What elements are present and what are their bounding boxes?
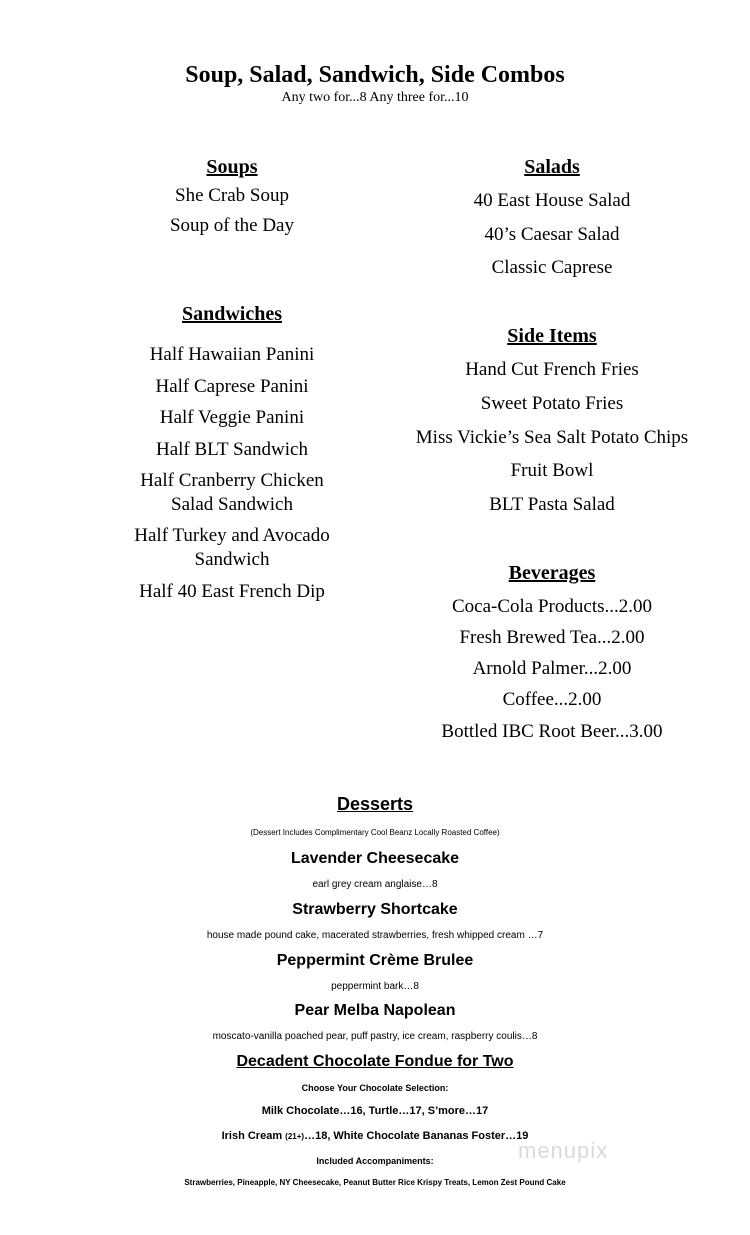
fondue-choose-label: Choose Your Chocolate Selection: — [301, 1083, 449, 1093]
desserts-note: (Dessert Includes Complimentary Cool Beanz Locally Roasted Coffee) — [250, 828, 500, 837]
soup-item: Soup of the Day — [169, 215, 294, 236]
sandwich-item: Half Caprese Panini — [155, 376, 309, 397]
desserts-heading: Desserts — [336, 794, 414, 814]
side-item: BLT Pasta Salad — [489, 494, 615, 515]
salad-item: 40 East House Salad — [473, 190, 631, 211]
side-item: Hand Cut French Fries — [465, 359, 639, 380]
side-item: Sweet Potato Fries — [480, 393, 624, 414]
dessert-description: earl grey cream anglaise…8 — [312, 879, 438, 890]
left-column — [100, 0, 364, 700]
soup-item: She Crab Soup — [175, 185, 289, 206]
fondue-included-label: Included Accompaniments: — [316, 1156, 434, 1166]
salad-item: 40’s Caesar Salad — [484, 224, 620, 245]
dessert-description: peppermint bark…8 — [331, 981, 419, 992]
dessert-description: house made pound cake, macerated strawberries, fresh whipped cream …7 — [206, 930, 544, 941]
beverage-item: Coca-Cola Products...2.00 — [451, 596, 652, 617]
fondue-title: Decadent Chocolate Fondue for Two — [236, 1053, 514, 1070]
sandwich-item: Half Veggie Panini — [159, 407, 305, 428]
side-items-heading: Side Items — [507, 325, 597, 347]
beverage-item: Arnold Palmer...2.00 — [472, 658, 632, 679]
dessert-name: Pear Melba Napolean — [294, 1002, 456, 1019]
sandwich-item: Half Turkey and Avocado Sandwich — [134, 525, 330, 570]
right-column — [392, 0, 712, 760]
beverage-item: Fresh Brewed Tea...2.00 — [459, 627, 645, 648]
dessert-name: Strawberry Shortcake — [292, 901, 458, 918]
combo-title: Soup, Salad, Sandwich, Side Combos — [185, 62, 565, 88]
dessert-name: Lavender Cheesecake — [290, 850, 460, 867]
sandwich-item: Half BLT Sandwich — [156, 439, 308, 460]
beverages-heading: Beverages — [508, 562, 596, 584]
dessert-name: Peppermint Crème Brulee — [276, 952, 474, 969]
beverage-item: Coffee...2.00 — [502, 689, 602, 710]
sandwich-item: Half Cranberry Chicken Salad Sandwich — [140, 470, 324, 515]
side-item: Miss Vickie’s Sea Salt Potato Chips — [415, 427, 689, 448]
side-item: Fruit Bowl — [510, 460, 594, 481]
fondue-options-line-1: Milk Chocolate…16, Turtle…17, S’more…17 — [261, 1105, 489, 1117]
fondue-options-rest: …18, White Chocolate Bananas Foster…19 — [304, 1130, 529, 1142]
sandwiches-heading: Sandwiches — [181, 303, 283, 325]
fondue-accompaniments: Strawberries, Pineapple, NY Cheesecake, Peanut Butter Rice Krispy Treats, Lemon Zest Pound Cake — [184, 1178, 566, 1187]
menupix-watermark: menupix — [518, 1138, 609, 1163]
salad-item: Classic Caprese — [491, 257, 613, 278]
fondue-irish-cream: Irish Cream — [221, 1130, 286, 1142]
fondue-age-note: (21+) — [285, 1132, 305, 1141]
sandwich-item: Half Hawaiian Panini — [149, 344, 315, 365]
beverage-item: Bottled IBC Root Beer...3.00 — [441, 721, 663, 742]
fondue-options-line-2 — [0, 1130, 750, 1142]
soups-heading: Soups — [206, 156, 258, 178]
combo-subtitle: Any two for...8 Any three for...10 — [281, 90, 469, 105]
dessert-description: moscato-vanilla poached pear, puff pastry, ice cream, raspberry coulis…8 — [212, 1031, 538, 1042]
salads-heading: Salads — [524, 156, 580, 178]
sandwich-item: Half 40 East French Dip — [139, 581, 325, 602]
